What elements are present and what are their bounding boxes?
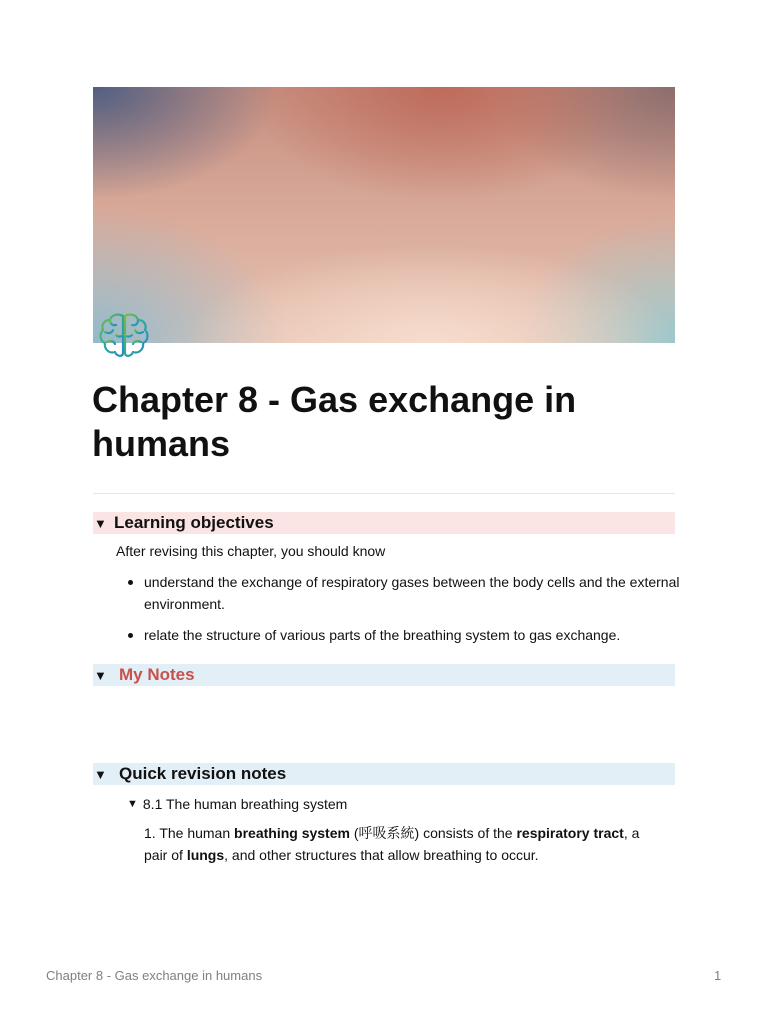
learning-objectives-list [116,571,681,655]
toggle-learning-objectives[interactable] [93,512,675,534]
toggle-my-notes-label: My Notes [119,665,195,684]
triangle-down-icon[interactable]: ▼ [127,798,138,810]
page-title: Chapter 8 - Gas exchange in humans [92,379,577,464]
paragraph-text: , and other structures that allow breathing to occur. [224,847,539,863]
term-respiratory-tract: respiratory tract [516,825,624,841]
toggle-my-notes[interactable] [93,664,675,686]
term-breathing-system: breathing system [234,825,350,841]
cover-image [93,87,675,343]
paragraph-text: , a pair of [144,825,640,863]
list-item: relate the structure of various parts of the breathing system to gas exchange. [116,624,681,646]
toggle-quick-revision-notes[interactable] [93,763,675,785]
revision-paragraph [144,822,654,866]
footer-title: Chapter 8 - Gas exchange in humans [46,968,263,983]
brain-icon [98,310,150,362]
toggle-breathing-system-label: 8.1 The human breathing system [142,796,348,812]
learning-intro: After revising this chapter, you should know [116,543,386,559]
triangle-down-icon[interactable]: ▼ [94,667,107,683]
toggle-breathing-system[interactable] [127,793,347,815]
triangle-down-icon[interactable]: ▼ [94,515,107,531]
toggle-quick-revision-notes-label: Quick revision notes [119,764,287,783]
triangle-down-icon[interactable]: ▼ [94,766,107,782]
page-number: 1 [714,968,722,983]
toggle-learning-objectives-label: Learning objectives [114,513,274,532]
term-lungs: lungs [186,847,225,863]
paragraph-text: (呼吸系統) consists of the [349,825,517,841]
divider [93,493,675,494]
paragraph-text: 1. The human [144,825,235,841]
list-item: understand the exchange of respiratory gases between the body cells and the external environment. [116,571,681,615]
